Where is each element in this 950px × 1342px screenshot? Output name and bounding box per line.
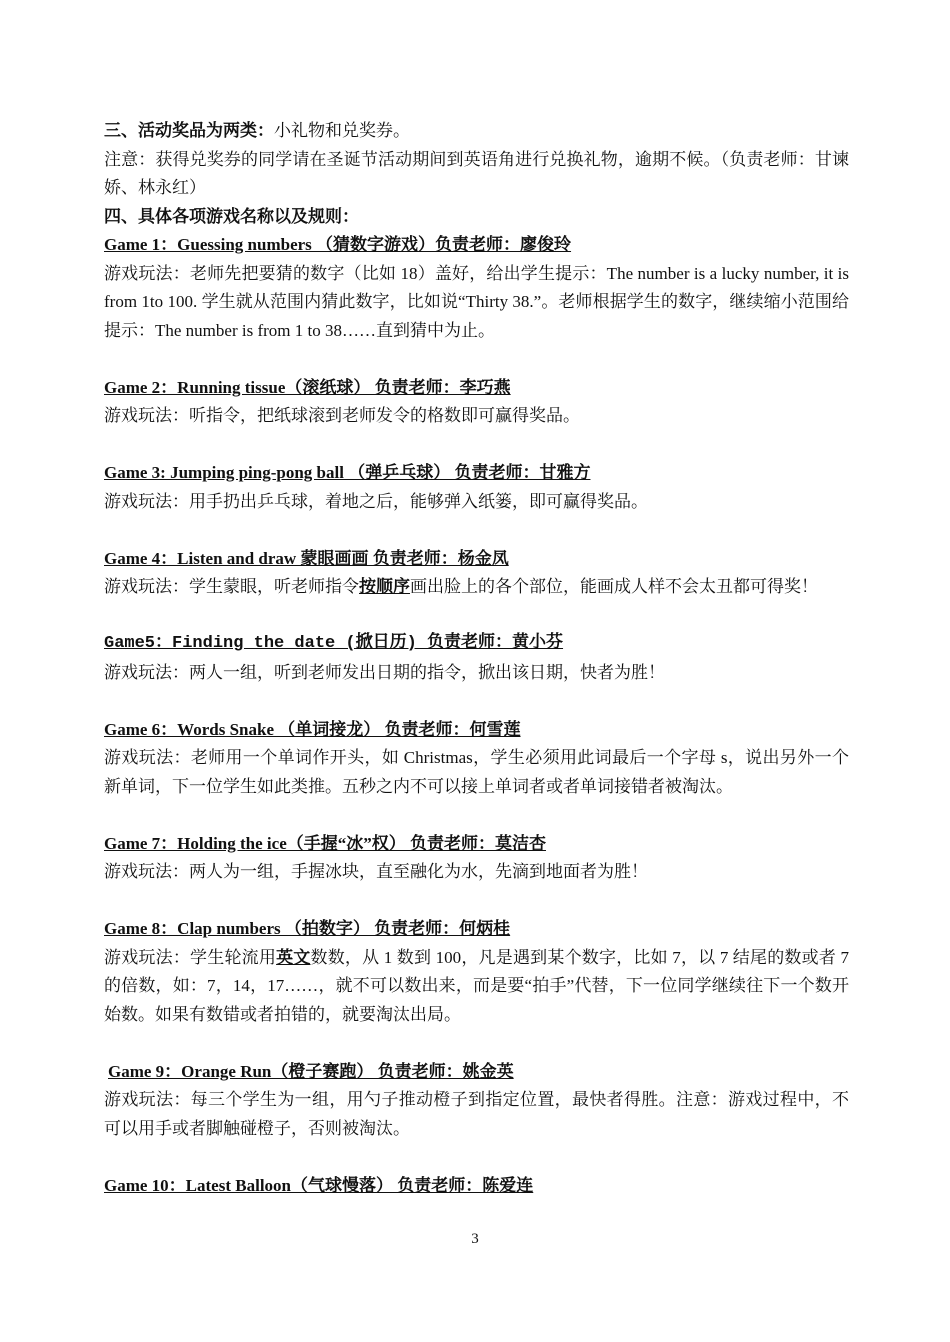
game-title: Game 8：Clap numbers （拍数字） 负责老师：何炳桂 — [104, 919, 511, 938]
game-title: Game 10：Latest Balloon（气球慢落） 负责老师：陈爱连 — [104, 1175, 534, 1195]
prizes-text: 小礼物和兑奖券。 — [274, 121, 410, 140]
game-rule: 游戏玩法：用手扔出乒乓球，着地之后，能够弹入纸篓，即可赢得奖品。 — [104, 491, 648, 511]
page-number: 3 — [471, 1231, 479, 1247]
game-rule: 游戏玩法：老师用一个单词作开头，如 Christmas，学生必须用此词最后一个字母 s，说出另外一个新单词，下一位学生如此类推。五秒之内不可以接上单词者或者单词接错者被淘汰。 — [104, 748, 849, 796]
prizes-line — [104, 117, 849, 146]
note-paragraph: 注意：获得兑奖券的同学请在圣诞节活动期间到英语角进行兑换礼物，逾期不候。（负责老师：甘谏娇、林永红） — [104, 149, 849, 197]
game-rule: 游戏玩法：两人为一组，手握冰块，直至融化为水，先滴到地面者为胜！ — [104, 862, 648, 881]
game-title: Game 1：Guessing numbers （猜数字游戏）负责老师：廖俊玲 — [104, 235, 572, 254]
game-rule — [104, 944, 849, 1030]
game-rule: 游戏玩法：两人一组，听到老师发出日期的指令，掀出该日期，快者为胜！ — [104, 662, 665, 682]
game-title: Game5：Finding the date (掀日历) 负责老师：黄小芬 — [104, 634, 564, 653]
game-title: Game 6：Words Snake （单词接龙） 负责老师：何雪莲 — [104, 719, 521, 739]
game-rule — [104, 573, 849, 602]
game-rule: 游戏玩法：每三个学生为一组，用勺子推动橙子到指定位置，最快者得胜。注意：游戏过程中，不可以用手或者脚触碰橙子，否则被淘汰。 — [104, 1090, 849, 1138]
section-heading: 三、活动奖品为两类： — [104, 121, 274, 140]
rule-text: 画出脸上的各个部位，能画成人样不会太丑都可得奖！ — [410, 577, 818, 596]
game-rule: 游戏玩法：老师先把要猜的数字（比如 18）盖好，给出学生提示：The number is a lucky number, it is from 1to 100. 学生就从范围内猜此数字，比如说“Thirty 38.”。老师根据学生的数字，继续缩小范围给提示：The number is from 1 to 38……直到猜中为止。 — [104, 263, 849, 340]
game-title: Game 2：Running tissue（滚纸球） 负责老师：李巧燕 — [104, 377, 511, 397]
rule-emphasis: 英文 — [276, 947, 311, 967]
rule-emphasis: 按顺序 — [359, 577, 410, 596]
game-title: Game 9：Orange Run（橙子赛跑） 负责老师：姚金英 — [108, 1061, 514, 1081]
rule-text: 数数，从 1 数到 100，凡是遇到某个数字，比如 7，以 7 结尾的数或者 7 的倍数，如：7，14，17……，就不可以数出来，而是要“拍手”代替，下一位同学继续往下一个数开始数。如果有数错或者拍错的，就要淘汰出局。 — [104, 947, 850, 1024]
rule-text: 游戏玩法：学生蒙眼，听老师指令 — [104, 577, 359, 596]
game-rule: 游戏玩法：听指令，把纸球滚到老师发令的格数即可赢得奖品。 — [104, 406, 580, 425]
game-title: Game 7：Holding the ice（手握“冰”权） 负责老师：莫洁杏 — [104, 833, 546, 853]
game-title: Game 3: Jumping ping-pong ball （弹乒乓球） 负责老师：甘雅方 — [104, 463, 591, 482]
game-title: Game 4：Listen and draw 蒙眼画画 负责老师：杨金凤 — [104, 548, 509, 568]
document-body — [104, 117, 849, 1200]
rule-text: 游戏玩法：学生轮流用 — [104, 947, 277, 967]
section-heading: 四、具体各项游戏名称以及规则： — [104, 206, 359, 226]
